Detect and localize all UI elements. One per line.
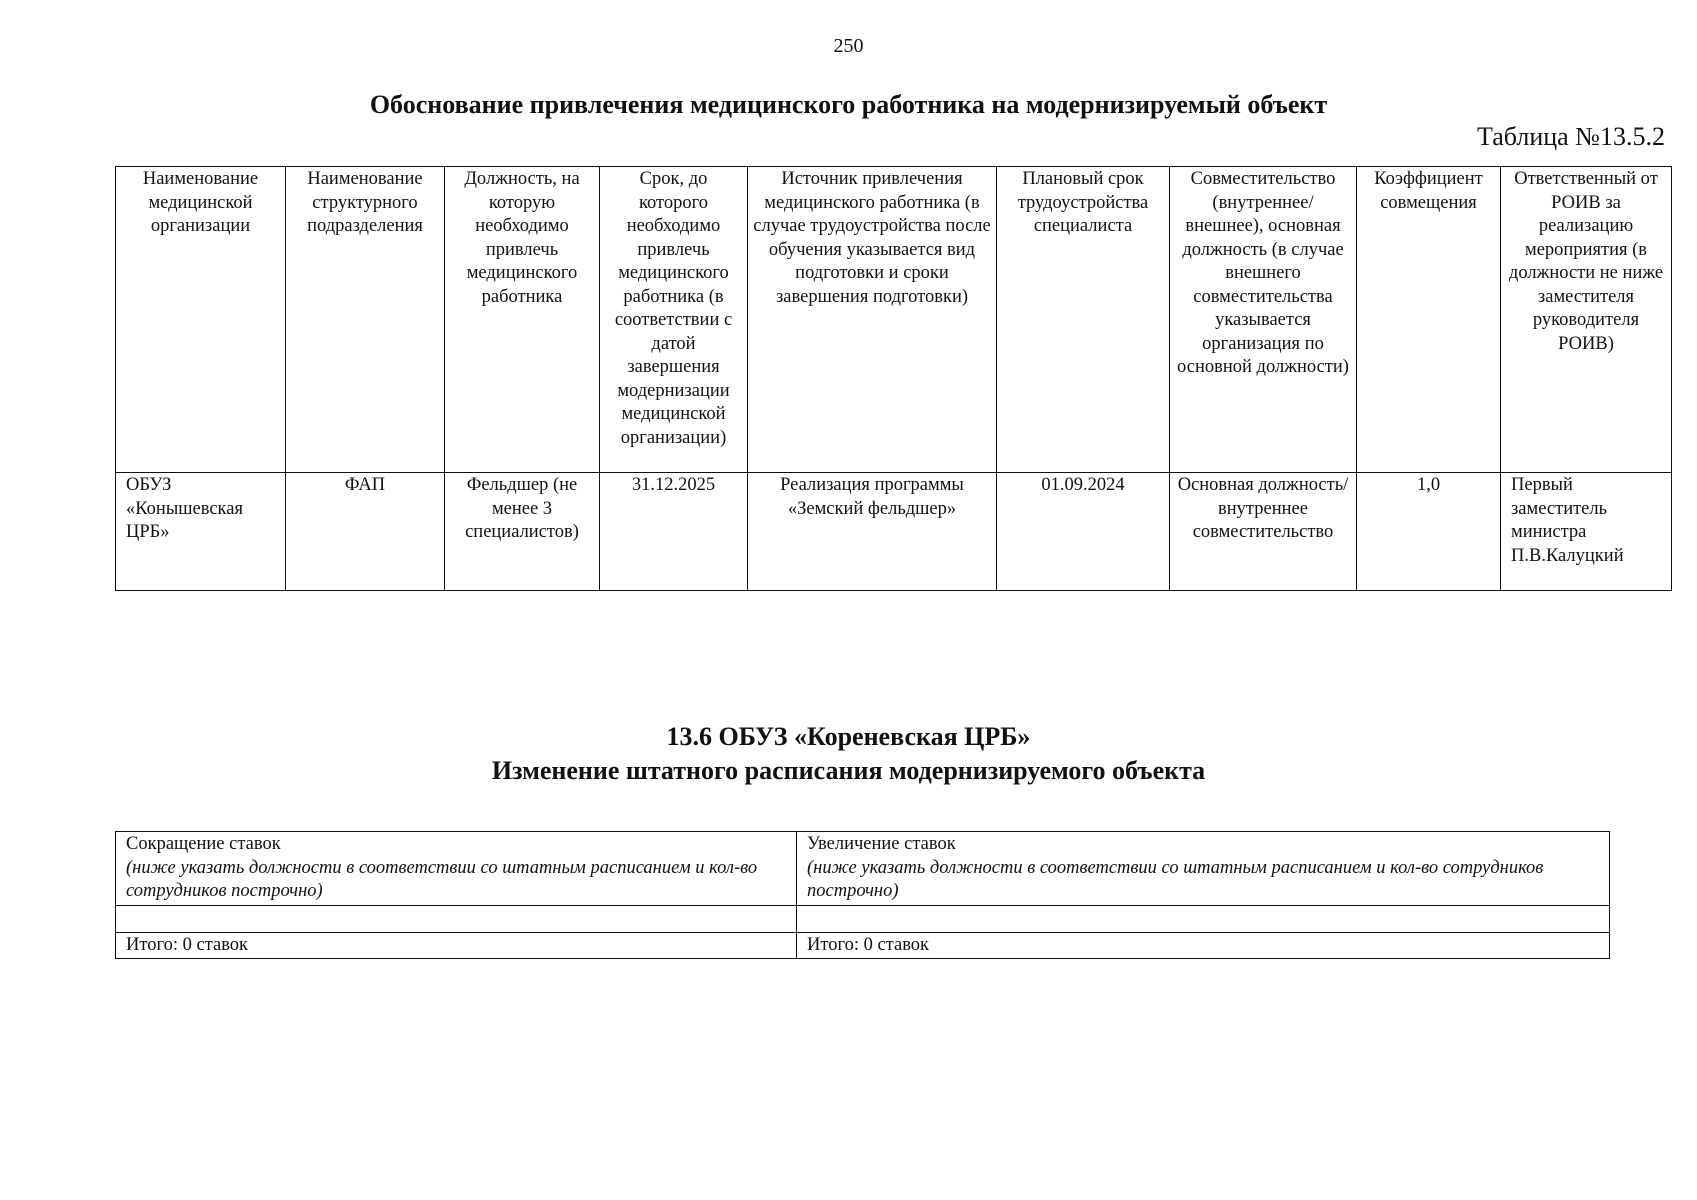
table-cell: 1,0 [1357,473,1501,591]
table-cell: ОБУЗ «Конышевская ЦРБ» [116,473,286,591]
header-cell: Срок, до которого необходимо привлечь медицинского работника (в соответствии с датой завершения модернизации медицинской организации) [600,167,748,473]
header-cell: Наименование медицинской организации [116,167,286,473]
header-cell: Ответственный от РОИВ за реализацию мероприятия (в должности не ниже заместителя руководителя РОИВ) [1501,167,1672,473]
table-cell: Реализация программы «Земский фельдшер» [748,473,997,591]
header-cell: Должность, на которую необходимо привлечь медицинского работника [445,167,600,473]
header-cell: Совместительство (внутреннее/ внешнее), основная должность (в случае внешнего совместительства указывается организация по основной должности) [1170,167,1357,473]
table-cell [797,905,1610,932]
table-cell: ФАП [286,473,445,591]
table-cell [116,905,797,932]
table-header-row [116,832,1610,906]
table-cell: 01.09.2024 [997,473,1170,591]
header-cell: Наименование структурного подразделения [286,167,445,473]
reduction-header-cell [116,832,797,906]
reduction-total: Итого: 0 ставок [116,932,797,959]
increase-note: (ниже указать должности в соответствии со штатным расписанием и кол-во сотрудников построчно) [807,857,1544,901]
table-cell: Основная должность/ внутреннее совместительство [1170,473,1357,591]
increase-total: Итого: 0 ставок [797,932,1610,959]
table-cell: Первый заместитель министра П.В.Калуцкий [1501,473,1672,591]
increase-header-cell [797,832,1610,906]
header-cell: Плановый срок трудоустройства специалиста [997,167,1170,473]
reduction-header: Сокращение ставок [126,834,281,854]
section-title: 13.6 ОБУЗ «Кореневская ЦРБ» [666,722,1031,751]
reduction-note: (ниже указать должности в соответствии со штатным расписанием и кол-во сотрудников построчно) [126,857,758,901]
section-subtitle: Изменение штатного расписания модернизируемого объекта [491,756,1206,785]
table-cell: 31.12.2025 [600,473,748,591]
staffing-change-table [115,831,1610,959]
table-row [116,473,1672,591]
medical-staff-table [115,166,1672,591]
total-row [116,932,1610,959]
increase-header: Увеличение ставок [807,834,956,854]
page-number: 250 [833,35,864,57]
header-cell: Источник привлечения медицинского работника (в случае трудоустройства после обучения указывается вид подготовки и сроки завершения подготовки) [748,167,997,473]
table-cell: Фельдшер (не менее 3 специалистов) [445,473,600,591]
document-title: Обоснование привлечения медицинского работника на модернизируемый объект [369,90,1328,119]
table-header-row [116,167,1672,473]
table-row [116,905,1610,932]
header-cell: Коэффициент совмещения [1357,167,1501,473]
table-number: Таблица №13.5.2 [1476,122,1665,151]
